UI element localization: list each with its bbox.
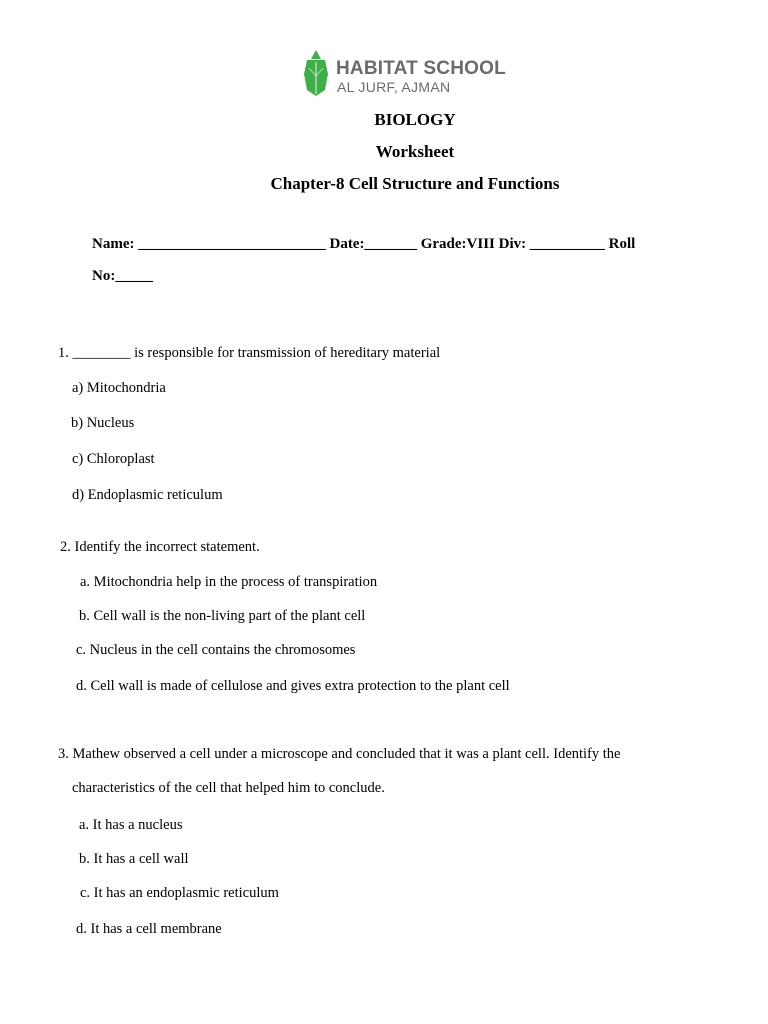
school-location: AL JURF, AJMAN [337, 79, 451, 95]
question-2-option-c: c. Nucleus in the cell contains the chromosomes [76, 642, 356, 658]
student-info-line-2: No:_____ [92, 268, 153, 284]
chapter-title: Chapter-8 Cell Structure and Functions [270, 174, 560, 193]
question-3-option-b: b. It has a cell wall [79, 851, 189, 867]
question-3-text-line-1: 3. Mathew observed a cell under a microscope and concluded that it was a plant cell. Identify the [58, 746, 621, 762]
question-3-option-a: a. It has a nucleus [79, 817, 183, 833]
question-1-option-d: d) Endoplasmic reticulum [72, 487, 223, 503]
school-logo-icon [303, 50, 329, 96]
question-3-option-d: d. It has a cell membrane [76, 921, 222, 937]
subject-title: BIOLOGY [374, 110, 456, 129]
question-2-text: 2. Identify the incorrect statement. [60, 539, 260, 555]
question-1-option-c: c) Chloroplast [72, 451, 155, 467]
question-1-option-b: b) Nucleus [71, 415, 135, 431]
question-2-option-a: a. Mitochondria help in the process of transpiration [80, 574, 378, 590]
question-1-text: 1. ________ is responsible for transmission of hereditary material [58, 345, 441, 361]
question-2-option-b: b. Cell wall is the non-living part of the plant cell [79, 608, 366, 624]
question-3-text-line-2: characteristics of the cell that helped him to conclude. [72, 780, 385, 796]
school-name: HABITAT SCHOOL [336, 58, 506, 79]
question-3-option-c: c. It has an endoplasmic reticulum [80, 885, 279, 901]
question-2-option-d: d. Cell wall is made of cellulose and gives extra protection to the plant cell [76, 678, 510, 694]
question-1-option-a: a) Mitochondria [72, 380, 166, 396]
student-info-line-1: Name: _________________________ Date:_______ Grade:VIII Div: __________ Roll [92, 236, 636, 252]
document-type: Worksheet [375, 142, 455, 161]
